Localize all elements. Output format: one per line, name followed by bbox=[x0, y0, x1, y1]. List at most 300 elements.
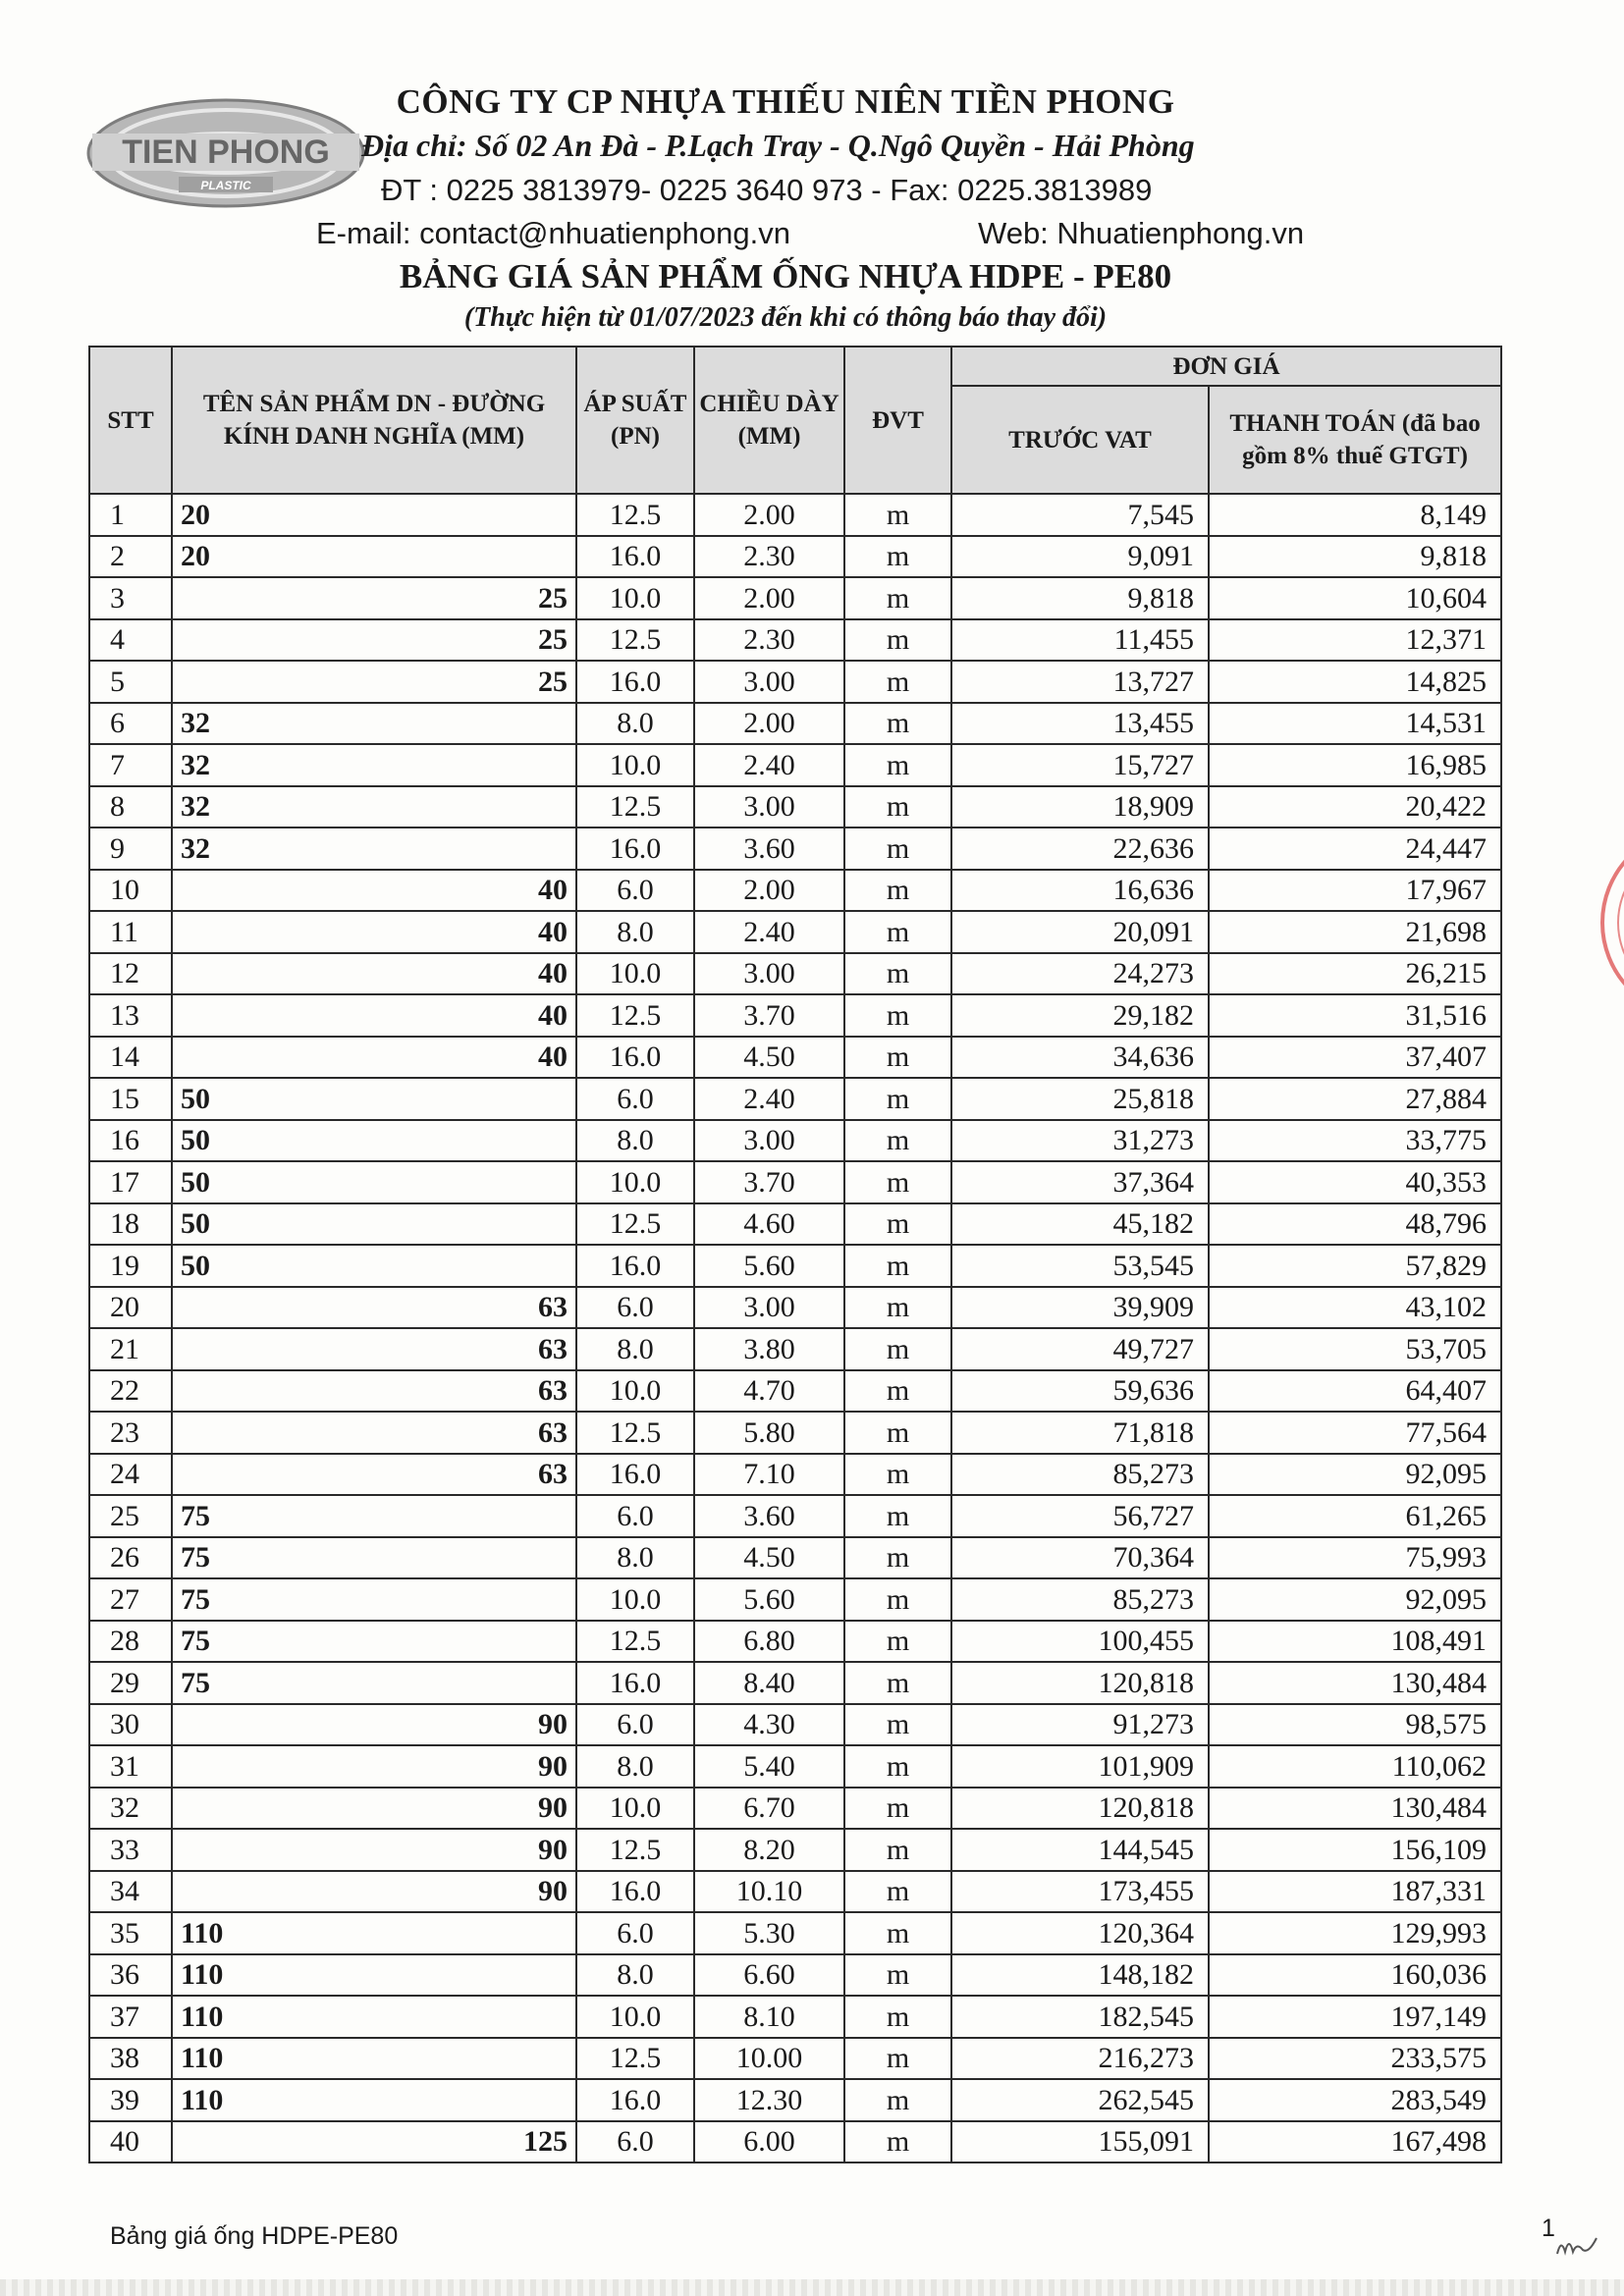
row-stt: 14 bbox=[89, 1037, 172, 1079]
row-unit: m bbox=[844, 1370, 951, 1413]
row-unit: m bbox=[844, 1120, 951, 1162]
row-price-pre-vat: 182,545 bbox=[951, 1996, 1209, 2038]
row-stt: 12 bbox=[89, 953, 172, 995]
table-body bbox=[89, 494, 1501, 2163]
row-pressure: 8.0 bbox=[576, 1954, 694, 1997]
row-diameter: 25 bbox=[172, 577, 576, 619]
header-pre-vat: TRƯỚC VAT bbox=[951, 386, 1209, 494]
row-price-pre-vat: 7,545 bbox=[951, 494, 1209, 536]
row-diameter: 110 bbox=[172, 1996, 576, 2038]
row-price-pre-vat: 101,909 bbox=[951, 1745, 1209, 1788]
row-unit: m bbox=[844, 661, 951, 703]
row-diameter: 63 bbox=[172, 1412, 576, 1454]
row-diameter: 50 bbox=[172, 1120, 576, 1162]
row-thickness: 2.00 bbox=[694, 577, 844, 619]
row-price-pre-vat: 25,818 bbox=[951, 1078, 1209, 1120]
row-stt: 27 bbox=[89, 1578, 172, 1621]
row-thickness: 2.00 bbox=[694, 703, 844, 745]
row-unit: m bbox=[844, 2038, 951, 2080]
row-thickness: 8.20 bbox=[694, 1829, 844, 1871]
row-price-payment: 57,829 bbox=[1209, 1245, 1501, 1287]
row-unit: m bbox=[844, 1745, 951, 1788]
price-table bbox=[88, 346, 1502, 2163]
row-price-pre-vat: 18,909 bbox=[951, 786, 1209, 828]
footer-page-number: 1 bbox=[1542, 2215, 1555, 2242]
row-unit: m bbox=[844, 1412, 951, 1454]
row-thickness: 10.10 bbox=[694, 1871, 844, 1913]
row-price-pre-vat: 85,273 bbox=[951, 1578, 1209, 1621]
table-row bbox=[89, 1662, 1501, 1704]
table-row bbox=[89, 1120, 1501, 1162]
row-unit: m bbox=[844, 1788, 951, 1830]
row-stt: 6 bbox=[89, 703, 172, 745]
row-stt: 2 bbox=[89, 536, 172, 578]
row-price-pre-vat: 39,909 bbox=[951, 1287, 1209, 1329]
header-product-name: TÊN SẢN PHẨM DN - ĐƯỜNG KÍNH DANH NGHĨA (MM) bbox=[172, 347, 576, 494]
row-price-payment: 77,564 bbox=[1209, 1412, 1501, 1454]
row-price-pre-vat: 16,636 bbox=[951, 870, 1209, 912]
row-thickness: 5.60 bbox=[694, 1245, 844, 1287]
row-unit: m bbox=[844, 1578, 951, 1621]
row-thickness: 2.00 bbox=[694, 494, 844, 536]
row-price-payment: 197,149 bbox=[1209, 1996, 1501, 2038]
row-price-pre-vat: 173,455 bbox=[951, 1871, 1209, 1913]
row-stt: 39 bbox=[89, 2079, 172, 2121]
row-unit: m bbox=[844, 703, 951, 745]
row-unit: m bbox=[844, 536, 951, 578]
table-row bbox=[89, 536, 1501, 578]
row-price-payment: 17,967 bbox=[1209, 870, 1501, 912]
row-price-payment: 75,993 bbox=[1209, 1537, 1501, 1579]
row-pressure: 10.0 bbox=[576, 1996, 694, 2038]
row-diameter: 110 bbox=[172, 1954, 576, 1997]
row-thickness: 10.00 bbox=[694, 2038, 844, 2080]
row-diameter: 32 bbox=[172, 703, 576, 745]
row-price-payment: 187,331 bbox=[1209, 1871, 1501, 1913]
row-unit: m bbox=[844, 1454, 951, 1496]
table-row bbox=[89, 577, 1501, 619]
row-price-pre-vat: 53,545 bbox=[951, 1245, 1209, 1287]
table-row bbox=[89, 1287, 1501, 1329]
table-row bbox=[89, 1954, 1501, 1997]
row-stt: 31 bbox=[89, 1745, 172, 1788]
row-pressure: 12.5 bbox=[576, 2038, 694, 2080]
svg-text:PLASTIC: PLASTIC bbox=[200, 179, 251, 192]
table-row bbox=[89, 494, 1501, 536]
table-row bbox=[89, 1621, 1501, 1663]
row-pressure: 6.0 bbox=[576, 1495, 694, 1537]
row-diameter: 32 bbox=[172, 828, 576, 870]
table-row bbox=[89, 1454, 1501, 1496]
row-thickness: 5.40 bbox=[694, 1745, 844, 1788]
header-price-group: ĐƠN GIÁ bbox=[951, 347, 1501, 386]
row-price-pre-vat: 29,182 bbox=[951, 994, 1209, 1037]
row-stt: 33 bbox=[89, 1829, 172, 1871]
row-thickness: 4.60 bbox=[694, 1203, 844, 1246]
row-diameter: 40 bbox=[172, 994, 576, 1037]
table-row bbox=[89, 786, 1501, 828]
row-pressure: 10.0 bbox=[576, 744, 694, 786]
row-pressure: 6.0 bbox=[576, 1704, 694, 1746]
row-price-payment: 12,371 bbox=[1209, 619, 1501, 662]
row-thickness: 5.30 bbox=[694, 1912, 844, 1954]
row-pressure: 12.5 bbox=[576, 619, 694, 662]
row-diameter: 90 bbox=[172, 1788, 576, 1830]
row-thickness: 6.70 bbox=[694, 1788, 844, 1830]
table-row bbox=[89, 1912, 1501, 1954]
row-price-payment: 92,095 bbox=[1209, 1454, 1501, 1496]
row-pressure: 16.0 bbox=[576, 1037, 694, 1079]
row-pressure: 6.0 bbox=[576, 1287, 694, 1329]
row-thickness: 8.40 bbox=[694, 1662, 844, 1704]
row-pressure: 16.0 bbox=[576, 1871, 694, 1913]
row-pressure: 6.0 bbox=[576, 1912, 694, 1954]
row-diameter: 32 bbox=[172, 744, 576, 786]
row-unit: m bbox=[844, 494, 951, 536]
row-diameter: 75 bbox=[172, 1621, 576, 1663]
row-pressure: 6.0 bbox=[576, 870, 694, 912]
row-unit: m bbox=[844, 911, 951, 953]
row-price-pre-vat: 20,091 bbox=[951, 911, 1209, 953]
row-thickness: 3.00 bbox=[694, 1287, 844, 1329]
row-price-payment: 92,095 bbox=[1209, 1578, 1501, 1621]
row-thickness: 3.00 bbox=[694, 786, 844, 828]
row-price-payment: 31,516 bbox=[1209, 994, 1501, 1037]
row-price-payment: 16,985 bbox=[1209, 744, 1501, 786]
row-diameter: 40 bbox=[172, 953, 576, 995]
row-price-payment: 14,531 bbox=[1209, 703, 1501, 745]
handwritten-initials bbox=[1553, 2224, 1600, 2264]
row-unit: m bbox=[844, 953, 951, 995]
row-pressure: 12.5 bbox=[576, 786, 694, 828]
row-stt: 17 bbox=[89, 1161, 172, 1203]
row-unit: m bbox=[844, 1704, 951, 1746]
row-thickness: 3.00 bbox=[694, 661, 844, 703]
row-stt: 23 bbox=[89, 1412, 172, 1454]
row-diameter: 50 bbox=[172, 1078, 576, 1120]
row-thickness: 2.30 bbox=[694, 536, 844, 578]
row-diameter: 90 bbox=[172, 1829, 576, 1871]
header-unit: ĐVT bbox=[844, 347, 951, 494]
row-price-pre-vat: 100,455 bbox=[951, 1621, 1209, 1663]
row-pressure: 10.0 bbox=[576, 577, 694, 619]
row-unit: m bbox=[844, 1328, 951, 1370]
row-thickness: 6.80 bbox=[694, 1621, 844, 1663]
row-thickness: 5.60 bbox=[694, 1578, 844, 1621]
document-title: BẢNG GIÁ SẢN PHẨM ỐNG NHỰA HDPE - PE80 bbox=[399, 257, 1172, 295]
row-diameter: 40 bbox=[172, 911, 576, 953]
row-pressure: 10.0 bbox=[576, 953, 694, 995]
table-row bbox=[89, 1245, 1501, 1287]
row-price-pre-vat: 45,182 bbox=[951, 1203, 1209, 1246]
row-pressure: 16.0 bbox=[576, 2079, 694, 2121]
row-price-payment: 9,818 bbox=[1209, 536, 1501, 578]
row-stt: 20 bbox=[89, 1287, 172, 1329]
row-diameter: 63 bbox=[172, 1287, 576, 1329]
row-stt: 10 bbox=[89, 870, 172, 912]
table-row bbox=[89, 2079, 1501, 2121]
row-thickness: 3.70 bbox=[694, 1161, 844, 1203]
table-row bbox=[89, 994, 1501, 1037]
row-stt: 4 bbox=[89, 619, 172, 662]
table-row bbox=[89, 2038, 1501, 2080]
table-row bbox=[89, 1412, 1501, 1454]
row-price-pre-vat: 13,727 bbox=[951, 661, 1209, 703]
row-stt: 34 bbox=[89, 1871, 172, 1913]
row-pressure: 10.0 bbox=[576, 1161, 694, 1203]
row-unit: m bbox=[844, 1161, 951, 1203]
table-row bbox=[89, 1495, 1501, 1537]
row-thickness: 6.00 bbox=[694, 2121, 844, 2163]
table-row bbox=[89, 1829, 1501, 1871]
row-price-pre-vat: 71,818 bbox=[951, 1412, 1209, 1454]
row-unit: m bbox=[844, 1495, 951, 1537]
row-pressure: 16.0 bbox=[576, 1454, 694, 1496]
row-stt: 36 bbox=[89, 1954, 172, 1997]
header-thickness: CHIỀU DÀY (MM) bbox=[694, 347, 844, 494]
footer-document-name: Bảng giá ống HDPE-PE80 bbox=[110, 2222, 399, 2250]
row-pressure: 12.5 bbox=[576, 1621, 694, 1663]
row-thickness: 7.10 bbox=[694, 1454, 844, 1496]
row-unit: m bbox=[844, 1037, 951, 1079]
table-row bbox=[89, 703, 1501, 745]
row-price-pre-vat: 49,727 bbox=[951, 1328, 1209, 1370]
row-price-payment: 33,775 bbox=[1209, 1120, 1501, 1162]
row-price-pre-vat: 13,455 bbox=[951, 703, 1209, 745]
row-pressure: 12.5 bbox=[576, 1412, 694, 1454]
table-row bbox=[89, 1704, 1501, 1746]
row-price-payment: 160,036 bbox=[1209, 1954, 1501, 1997]
row-thickness: 3.60 bbox=[694, 828, 844, 870]
row-pressure: 8.0 bbox=[576, 1745, 694, 1788]
svg-text:TIEN PHONG: TIEN PHONG bbox=[122, 133, 330, 171]
row-stt: 28 bbox=[89, 1621, 172, 1663]
table-row bbox=[89, 1037, 1501, 1079]
table-row bbox=[89, 828, 1501, 870]
row-price-pre-vat: 262,545 bbox=[951, 2079, 1209, 2121]
header-payment: THANH TOÁN (đã bao gồm 8% thuế GTGT) bbox=[1209, 386, 1501, 494]
row-thickness: 3.00 bbox=[694, 953, 844, 995]
table-row bbox=[89, 1161, 1501, 1203]
row-unit: m bbox=[844, 1996, 951, 2038]
row-pressure: 12.5 bbox=[576, 1829, 694, 1871]
table-row bbox=[89, 619, 1501, 662]
row-thickness: 3.70 bbox=[694, 994, 844, 1037]
row-unit: m bbox=[844, 994, 951, 1037]
row-price-payment: 24,447 bbox=[1209, 828, 1501, 870]
row-price-payment: 27,884 bbox=[1209, 1078, 1501, 1120]
row-price-pre-vat: 34,636 bbox=[951, 1037, 1209, 1079]
row-price-pre-vat: 120,818 bbox=[951, 1662, 1209, 1704]
row-thickness: 2.40 bbox=[694, 1078, 844, 1120]
row-price-pre-vat: 120,364 bbox=[951, 1912, 1209, 1954]
row-diameter: 40 bbox=[172, 870, 576, 912]
row-unit: m bbox=[844, 1203, 951, 1246]
row-diameter: 20 bbox=[172, 494, 576, 536]
row-pressure: 8.0 bbox=[576, 1537, 694, 1579]
row-stt: 21 bbox=[89, 1328, 172, 1370]
row-diameter: 25 bbox=[172, 619, 576, 662]
row-diameter: 25 bbox=[172, 661, 576, 703]
company-email[interactable]: E-mail: contact@nhuatienphong.vn bbox=[316, 216, 790, 250]
row-stt: 30 bbox=[89, 1704, 172, 1746]
row-diameter: 50 bbox=[172, 1203, 576, 1246]
table-row bbox=[89, 1996, 1501, 2038]
table-row bbox=[89, 1078, 1501, 1120]
row-diameter: 63 bbox=[172, 1328, 576, 1370]
table-row bbox=[89, 1788, 1501, 1830]
row-stt: 19 bbox=[89, 1245, 172, 1287]
row-price-payment: 64,407 bbox=[1209, 1370, 1501, 1413]
row-pressure: 12.5 bbox=[576, 994, 694, 1037]
row-diameter: 50 bbox=[172, 1245, 576, 1287]
row-price-payment: 130,484 bbox=[1209, 1662, 1501, 1704]
row-stt: 3 bbox=[89, 577, 172, 619]
row-diameter: 75 bbox=[172, 1495, 576, 1537]
row-unit: m bbox=[844, 828, 951, 870]
row-price-pre-vat: 120,818 bbox=[951, 1788, 1209, 1830]
row-diameter: 90 bbox=[172, 1704, 576, 1746]
row-unit: m bbox=[844, 1287, 951, 1329]
row-diameter: 75 bbox=[172, 1537, 576, 1579]
row-pressure: 16.0 bbox=[576, 536, 694, 578]
row-thickness: 6.60 bbox=[694, 1954, 844, 1997]
row-diameter: 125 bbox=[172, 2121, 576, 2163]
row-price-payment: 40,353 bbox=[1209, 1161, 1501, 1203]
row-thickness: 3.60 bbox=[694, 1495, 844, 1537]
row-unit: m bbox=[844, 577, 951, 619]
row-stt: 9 bbox=[89, 828, 172, 870]
table-row bbox=[89, 953, 1501, 995]
row-thickness: 3.00 bbox=[694, 1120, 844, 1162]
row-price-payment: 61,265 bbox=[1209, 1495, 1501, 1537]
row-unit: m bbox=[844, 744, 951, 786]
row-price-pre-vat: 22,636 bbox=[951, 828, 1209, 870]
row-stt: 37 bbox=[89, 1996, 172, 2038]
row-price-pre-vat: 31,273 bbox=[951, 1120, 1209, 1162]
row-thickness: 2.00 bbox=[694, 870, 844, 912]
row-thickness: 4.30 bbox=[694, 1704, 844, 1746]
row-stt: 32 bbox=[89, 1788, 172, 1830]
row-price-payment: 10,604 bbox=[1209, 577, 1501, 619]
row-unit: m bbox=[844, 2079, 951, 2121]
row-price-payment: 130,484 bbox=[1209, 1788, 1501, 1830]
row-price-pre-vat: 155,091 bbox=[951, 2121, 1209, 2163]
row-pressure: 8.0 bbox=[576, 703, 694, 745]
row-stt: 24 bbox=[89, 1454, 172, 1496]
scan-edge-band bbox=[0, 2279, 1624, 2296]
row-diameter: 110 bbox=[172, 2038, 576, 2080]
row-price-pre-vat: 9,818 bbox=[951, 577, 1209, 619]
table-row bbox=[89, 911, 1501, 953]
row-price-payment: 110,062 bbox=[1209, 1745, 1501, 1788]
row-stt: 26 bbox=[89, 1537, 172, 1579]
row-price-pre-vat: 216,273 bbox=[951, 2038, 1209, 2080]
row-price-payment: 156,109 bbox=[1209, 1829, 1501, 1871]
row-pressure: 8.0 bbox=[576, 1120, 694, 1162]
row-price-pre-vat: 11,455 bbox=[951, 619, 1209, 662]
row-price-pre-vat: 15,727 bbox=[951, 744, 1209, 786]
header-pressure: ÁP SUẤT (PN) bbox=[576, 347, 694, 494]
row-thickness: 4.50 bbox=[694, 1537, 844, 1579]
row-diameter: 32 bbox=[172, 786, 576, 828]
row-thickness: 4.50 bbox=[694, 1037, 844, 1079]
row-thickness: 8.10 bbox=[694, 1996, 844, 2038]
row-unit: m bbox=[844, 619, 951, 662]
row-pressure: 8.0 bbox=[576, 911, 694, 953]
row-price-pre-vat: 85,273 bbox=[951, 1454, 1209, 1496]
table-row bbox=[89, 870, 1501, 912]
row-stt: 40 bbox=[89, 2121, 172, 2163]
red-stamp-fragment bbox=[1598, 825, 1624, 1021]
row-unit: m bbox=[844, 1621, 951, 1663]
row-pressure: 10.0 bbox=[576, 1370, 694, 1413]
row-unit: m bbox=[844, 870, 951, 912]
contact-line bbox=[316, 216, 1396, 251]
row-price-payment: 48,796 bbox=[1209, 1203, 1501, 1246]
table-row bbox=[89, 1578, 1501, 1621]
row-stt: 18 bbox=[89, 1203, 172, 1246]
table-row bbox=[89, 1871, 1501, 1913]
row-price-payment: 98,575 bbox=[1209, 1704, 1501, 1746]
row-pressure: 8.0 bbox=[576, 1328, 694, 1370]
company-website[interactable]: Web: Nhuatienphong.vn bbox=[978, 216, 1305, 250]
row-price-pre-vat: 9,091 bbox=[951, 536, 1209, 578]
row-unit: m bbox=[844, 1829, 951, 1871]
table-row bbox=[89, 661, 1501, 703]
row-price-payment: 37,407 bbox=[1209, 1037, 1501, 1079]
row-price-payment: 108,491 bbox=[1209, 1621, 1501, 1663]
row-stt: 1 bbox=[89, 494, 172, 536]
row-price-payment: 167,498 bbox=[1209, 2121, 1501, 2163]
row-stt: 29 bbox=[89, 1662, 172, 1704]
row-stt: 38 bbox=[89, 2038, 172, 2080]
row-diameter: 20 bbox=[172, 536, 576, 578]
row-price-pre-vat: 144,545 bbox=[951, 1829, 1209, 1871]
row-price-payment: 43,102 bbox=[1209, 1287, 1501, 1329]
row-price-pre-vat: 37,364 bbox=[951, 1161, 1209, 1203]
row-diameter: 110 bbox=[172, 1912, 576, 1954]
row-stt: 13 bbox=[89, 994, 172, 1037]
row-stt: 22 bbox=[89, 1370, 172, 1413]
row-pressure: 10.0 bbox=[576, 1788, 694, 1830]
row-price-pre-vat: 56,727 bbox=[951, 1495, 1209, 1537]
company-name: CÔNG TY CP NHỰA THIẾU NIÊN TIỀN PHONG bbox=[396, 82, 1175, 121]
document-subtitle: (Thực hiện từ 01/07/2023 đến khi có thông báo thay đổi) bbox=[463, 302, 1108, 333]
table-header bbox=[89, 347, 1501, 494]
row-stt: 16 bbox=[89, 1120, 172, 1162]
table-row bbox=[89, 1537, 1501, 1579]
row-unit: m bbox=[844, 1245, 951, 1287]
row-pressure: 16.0 bbox=[576, 1245, 694, 1287]
row-diameter: 110 bbox=[172, 2079, 576, 2121]
row-unit: m bbox=[844, 1078, 951, 1120]
header-stt: STT bbox=[89, 347, 172, 494]
row-thickness: 4.70 bbox=[694, 1370, 844, 1413]
row-price-payment: 233,575 bbox=[1209, 2038, 1501, 2080]
row-pressure: 16.0 bbox=[576, 828, 694, 870]
row-stt: 35 bbox=[89, 1912, 172, 1954]
row-thickness: 3.80 bbox=[694, 1328, 844, 1370]
table-row bbox=[89, 1328, 1501, 1370]
row-thickness: 2.40 bbox=[694, 911, 844, 953]
row-unit: m bbox=[844, 1871, 951, 1913]
company-address: Địa chỉ: Số 02 An Đà - P.Lạch Tray - Q.Ngô Quyền - Hải Phòng bbox=[361, 128, 1195, 163]
row-unit: m bbox=[844, 1537, 951, 1579]
row-unit: m bbox=[844, 2121, 951, 2163]
row-pressure: 16.0 bbox=[576, 661, 694, 703]
row-price-payment: 129,993 bbox=[1209, 1912, 1501, 1954]
